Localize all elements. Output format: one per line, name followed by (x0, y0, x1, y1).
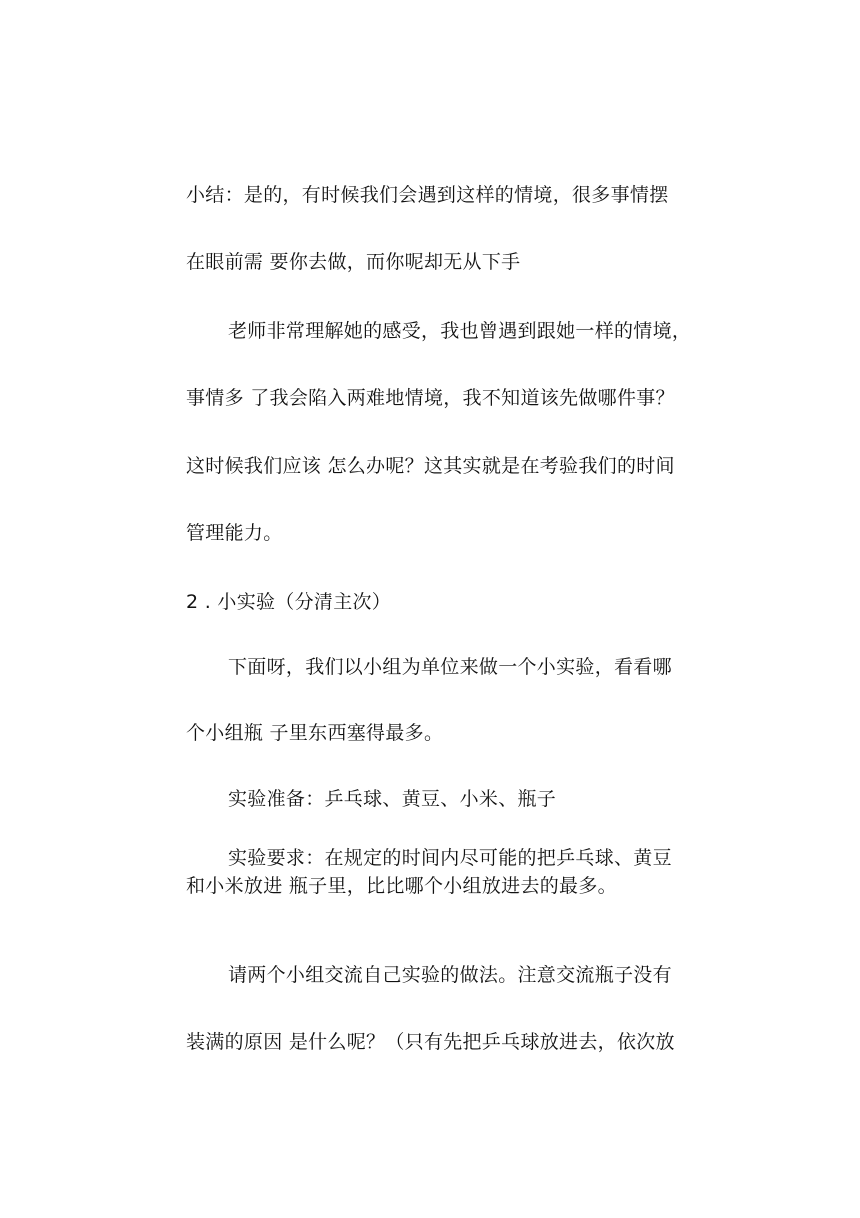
text-line: 老师非常理解她的感受，我也曾遇到跟她一样的情境， (228, 320, 692, 342)
text-line: 实验准备：乒乓球、黄豆、小米、瓶子 (228, 788, 557, 810)
text-line: 事情多 了我会陷入两难地情境，我不知道该先做哪件事？ (186, 387, 675, 409)
text-line: 在眼前需 要你去做，而你呢却无从下手 (186, 251, 521, 273)
text-line: 请两个小组交流自己实验的做法。注意交流瓶子没有 (228, 964, 672, 986)
text-line: 下面呀，我们以小组为单位来做一个小实验，看看哪 (228, 656, 672, 678)
text-line: 和小米放进 瓶子里，比比哪个小组放进去的最多。 (186, 875, 617, 897)
text-line: 管理能力。 (186, 522, 283, 544)
text-line: 这时候我们应该 怎么办呢？这其实就是在考验我们的时间 (186, 455, 675, 477)
text-line: 装满的原因 是什么呢？（只有先把乒乓球放进去，依次放 (186, 1031, 675, 1053)
section-heading: 2 . 小实验（分清主次） (186, 591, 392, 613)
text-line: 实验要求：在规定的时间内尽可能的把乒乓球、黄豆 (228, 847, 672, 869)
text-line: 小结：是的，有时候我们会遇到这样的情境，很多事情摆 (186, 184, 669, 206)
text-line: 个小组瓶 子里东西塞得最多。 (186, 722, 444, 744)
